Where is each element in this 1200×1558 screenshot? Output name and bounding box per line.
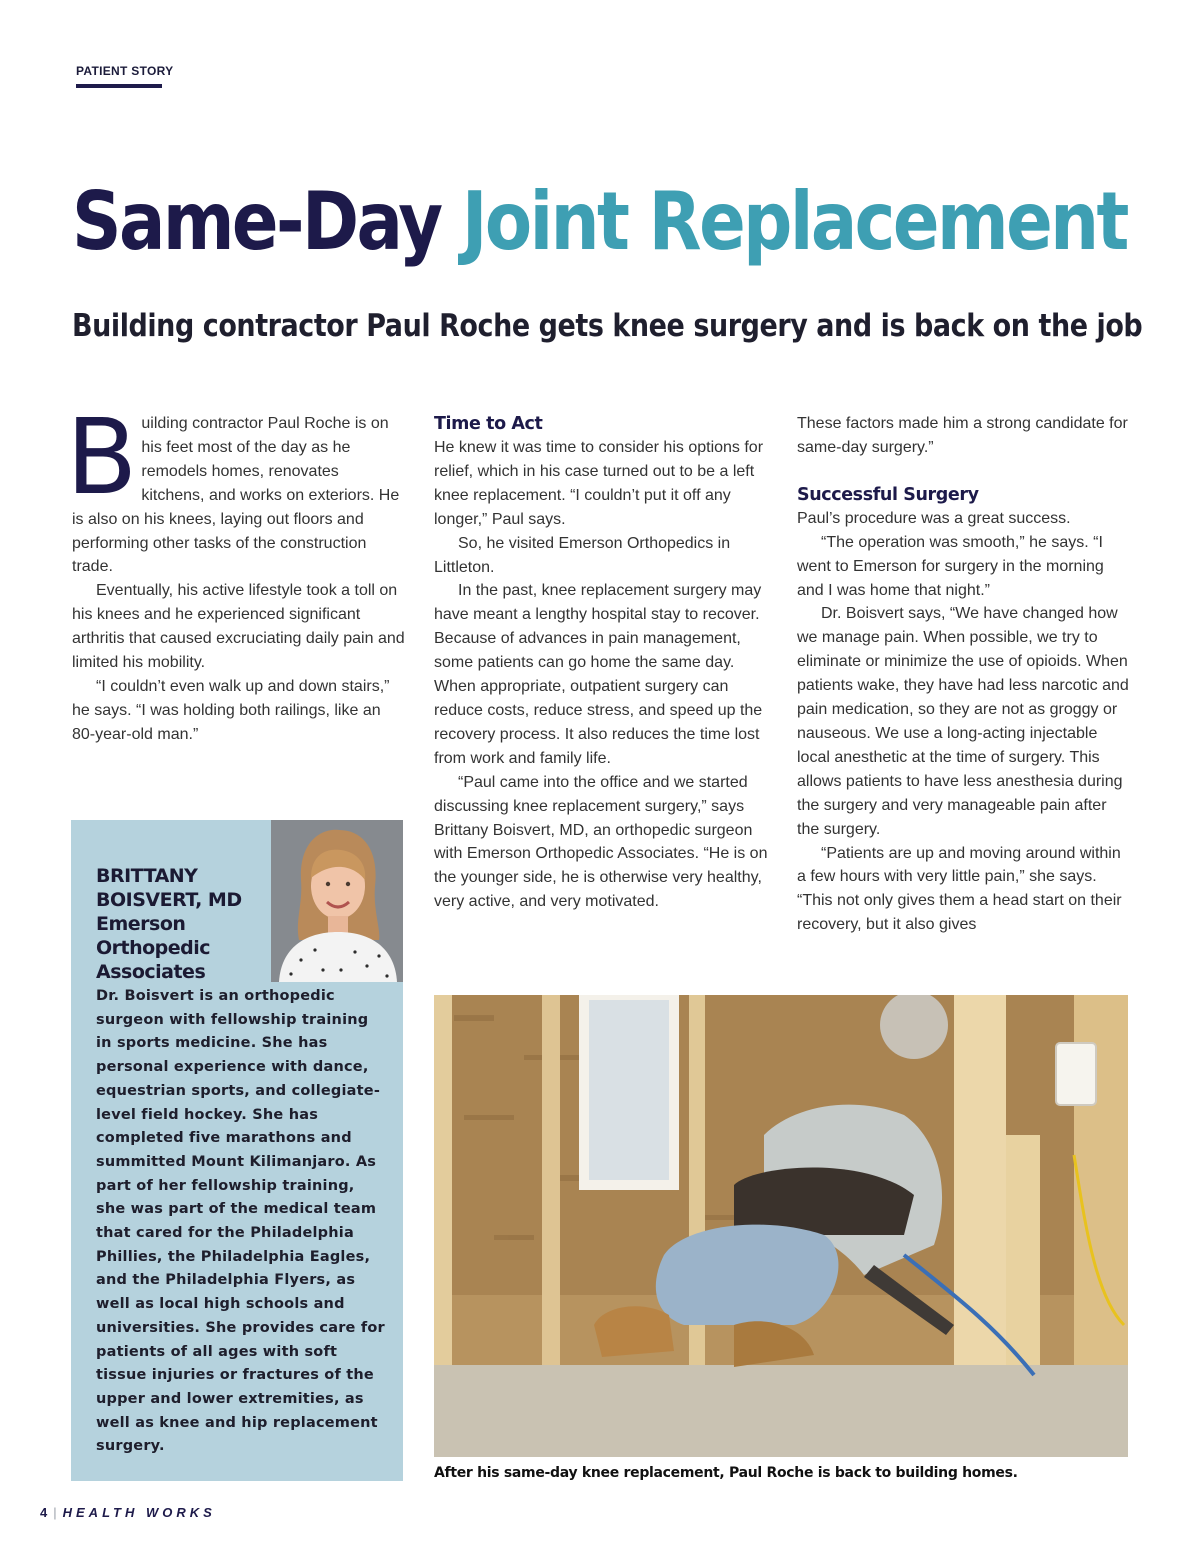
section-tag: PATIENT STORY xyxy=(76,64,174,78)
paragraph: “The operation was smooth,” he says. “I went to Emerson for surgery in the morning and I was home that night.” xyxy=(797,533,1104,599)
magazine-name: HEALTH WORKS xyxy=(62,1505,216,1520)
doctor-portrait-image xyxy=(271,820,403,982)
paragraph: “I couldn’t even walk up and down stairs,” he says. “I was holding both railings, like an 80-year-old man.” xyxy=(72,677,390,743)
subheadline: Building contractor Paul Roche gets knee surgery and is back on the job xyxy=(72,308,1143,344)
doctor-org-line-3: Associates xyxy=(96,961,206,983)
paragraph: Dr. Boisvert says, “We have changed how we manage pain. When possible, we try to eliminate or minimize the use of opioids. When patients wake, they have had less narcotic and pain medication, so they are not as groggy or nauseous. We use a long-acting injectable local anesthetic at the time of surgery. This allows patients to have less anesthesia during the surgery and very manageable pain after the surgery. xyxy=(797,605,1129,838)
paragraph: He knew it was time to consider his options for relief, which in his case turned out to be a left knee replacement. “I couldn’t put it off any longer,” Paul says. xyxy=(434,439,764,528)
paragraph: In the past, knee replacement surgery may have meant a lengthy hospital stay to recover. Because of advances in pain management, some patients can go home the same day. When appropriate, outpatient surgery can reduce costs, reduce stress, and speed up the recovery process. It also reduces the time lost from work and family life. xyxy=(434,582,763,767)
headline xyxy=(72,172,1127,272)
contractor-photo xyxy=(434,995,1128,1457)
drop-cap: B xyxy=(66,396,136,518)
doctor-name-block xyxy=(96,864,266,984)
page-number: 4 xyxy=(40,1505,48,1520)
contractor-photo-image xyxy=(434,995,1128,1457)
paragraph: “Paul came into the office and we started discussing knee replacement surgery,” says Brittany Boisvert, MD, an orthopedic surgeon with Emerson Orthopedic Associates. “He is on the younger side, he is otherwise very healthy, very active, and very motivated. xyxy=(434,773,768,911)
doctor-org-line-1: Emerson xyxy=(96,913,186,935)
doctor-name-line-2: BOISVERT, MD xyxy=(96,889,242,911)
paragraph: uilding contractor Paul Roche is on his feet most of the day as he remodels homes, renovates kitchens, and works on exteriors. He is also on his knees, laying out floors and performing other tasks of the construction trade. xyxy=(72,415,400,576)
section-heading-time-to-act: Time to Act xyxy=(434,414,543,434)
article-column-2 xyxy=(434,412,770,914)
doctor-portrait xyxy=(271,820,403,982)
doctor-bio: Dr. Boisvert is an orthopedic surgeon with fellowship training in sports medicine. She has personal experience with dance, equestrian sports, and collegiate-level field hockey. She has completed five marathons and summitted Mount Kilimanjaro. As part of her fellowship training, she was part of the medical team that cared for the Philadelphia Phillies, the Philadelphia Eagles, and the Philadelphia Flyers, as well as local high schools and universities. She provides care for patients of all ages with soft tissue injuries or fractures of the upper and lower extremities, as well as knee and hip replacement surgery. xyxy=(96,988,385,1455)
headline-part-2: Joint Replacement xyxy=(461,175,1127,268)
footer-separator: | xyxy=(53,1505,57,1520)
doctor-name-line-1: BRITTANY xyxy=(96,865,198,887)
photo-caption: After his same-day knee replacement, Paul Roche is back to building homes. xyxy=(434,1465,1018,1481)
article-column-3 xyxy=(797,412,1133,937)
page-footer xyxy=(40,1505,216,1520)
paragraph: Eventually, his active lifestyle took a toll on his knees and he experienced significant arthritis that caused excruciating daily pain and limited his mobility. xyxy=(72,582,405,672)
doctor-org-line-2: Orthopedic xyxy=(96,937,211,959)
paragraph: “Patients are up and moving around within a few hours with very little pain,” she says. “This not only gives them a head start on their recovery, but it also gives xyxy=(797,844,1122,934)
headline-part-1: Same-Day xyxy=(72,175,441,268)
section-heading-successful-surgery: Successful Surgery xyxy=(797,484,979,505)
doctor-sidebar xyxy=(71,820,403,1481)
article-column-1 xyxy=(66,396,406,747)
section-underline xyxy=(76,84,162,88)
paragraph: So, he visited Emerson Orthopedics in Littleton. xyxy=(434,534,731,576)
paragraph: Paul’s procedure was a great success. xyxy=(797,509,1071,527)
paragraph: These factors made him a strong candidate for same-day surgery.” xyxy=(797,415,1128,456)
